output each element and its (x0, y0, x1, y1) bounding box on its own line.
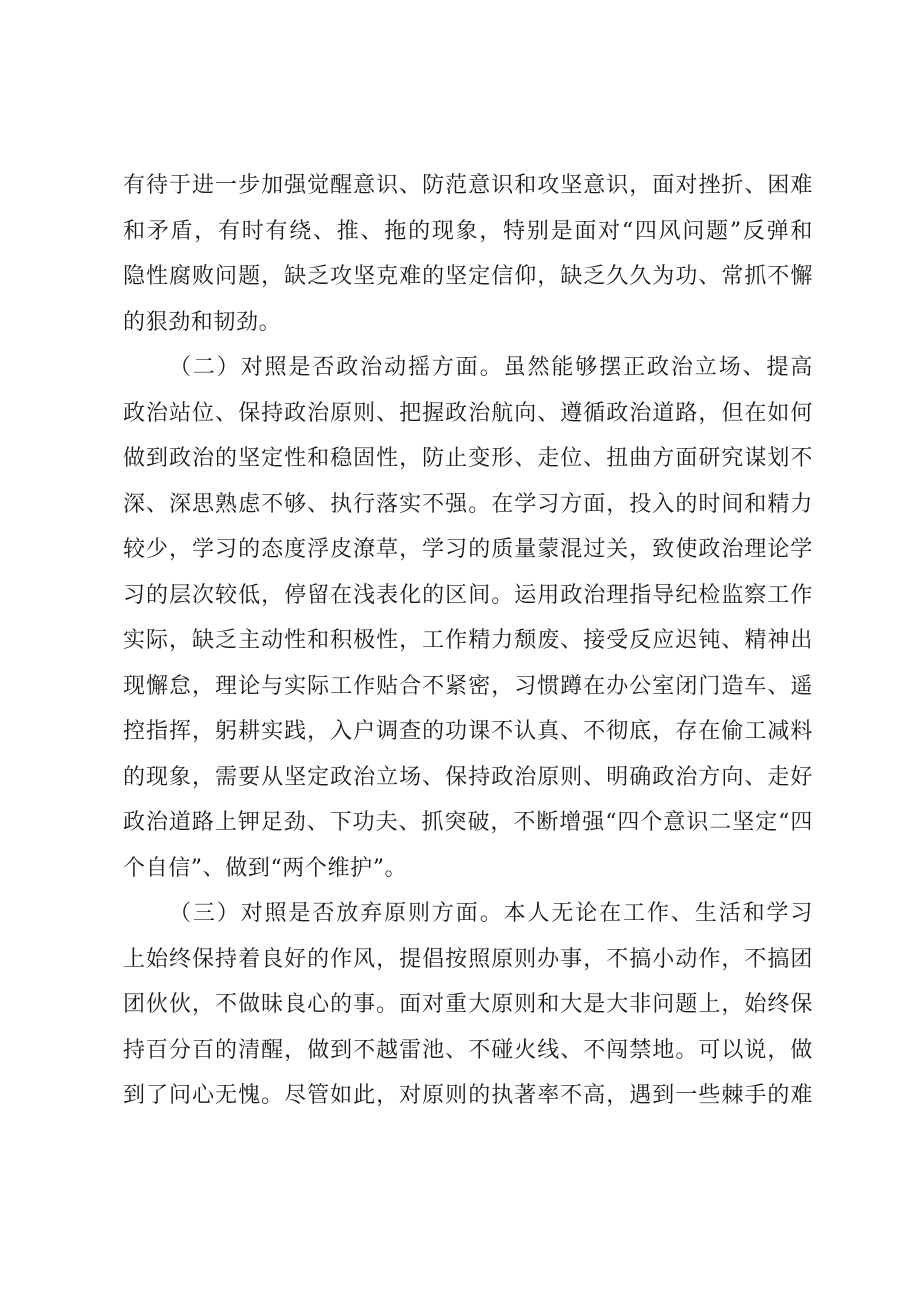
text-line: 持百分百的清醒，做到不越雷池、不碰火线、不闯禁地。可以说，做 (123, 1037, 813, 1063)
document-body (123, 163, 813, 1119)
paragraph-heading-line: （二）对照是否政治动摇方面。虽然能够摆正政治立场、提高 (169, 355, 813, 380)
text-line: 政治站位、保持政治原则、把握政治航向、遵循政治道路，但在如何 (123, 400, 813, 426)
text-line: 做到政治的坚定性和稳固性，防止变形、走位、扭曲方面研究谋划不 (123, 446, 813, 471)
text-line: 习的层次较低，停留在浅表化的区间。运用政治理指导纪检监察工作 (123, 582, 813, 608)
text-line: 的狠劲和韧劲。 (123, 309, 282, 335)
text-line: 现懈怠，理论与实际工作贴合不紧密，习惯蹲在办公室闭门造车、遥 (123, 673, 813, 699)
paragraph-section-3 (123, 891, 813, 1119)
text-line: 上始终保持着良好的作风，提倡按照原则办事，不搞小动作，不搞团 (123, 946, 813, 972)
text-line: 有待于进一步加强觉醒意识、防范意识和攻坚意识，面对挫折、困难 (123, 173, 813, 198)
text-line: 个自信”、做到“两个维护”。 (123, 855, 408, 881)
text-line: 和矛盾，有时有绕、推、拖的现象，特别是面对“四风问题”反弹和 (123, 218, 813, 244)
text-line: 政治道路上钾足劲、下功夫、抓突破，不断增强“四个意识二坚定“四 (123, 810, 813, 835)
paragraph-continuation (123, 163, 813, 345)
text-line: 较少，学习的态度浮皮潦草，学习的质量蒙混过关，致使政治理论学 (123, 537, 813, 562)
text-line: 的现象，需要从坚定政治立场、保持政治原则、明确政治方向、走好 (123, 764, 813, 790)
text-line: 控指挥，躬耕实践，入户调查的功课不认真、不彻底，存在偷工减料 (123, 719, 813, 744)
paragraph-heading-line: （三）对照是否放弃原则方面。本人无论在工作、生活和学习 (169, 901, 813, 926)
text-line: 团伙伙，不做昧良心的事。面对重大原则和大是大非问题上，始终保 (123, 992, 813, 1017)
text-line: 隐性腐败问题，缺乏攻坚克难的坚定信仰，缺乏久久为功、常抓不懈 (123, 264, 813, 289)
text-line: 到了问心无愧。尽管如此，对原则的执著率不高，遇到一些棘手的难 (123, 1083, 813, 1108)
paragraph-section-2 (123, 345, 813, 891)
text-line: 实际，缺乏主动性和积极性，工作精力颓废、接受反应迟钝、精神出 (123, 628, 813, 653)
text-line: 深、深思熟虑不够、执行落实不强。在学习方面，投入的时间和精力 (123, 491, 813, 517)
